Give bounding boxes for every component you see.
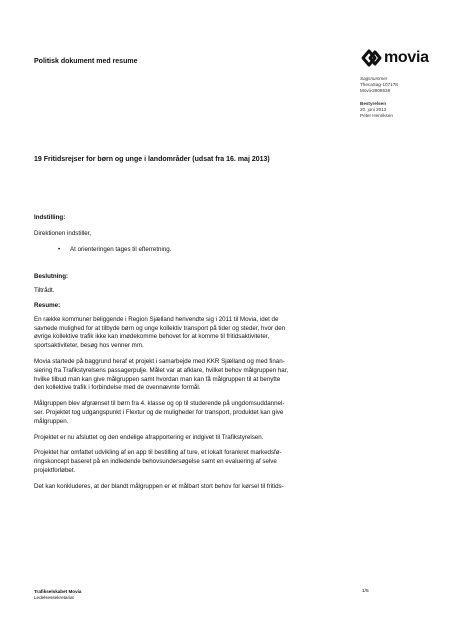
page-number: 1/5 [362, 589, 369, 594]
agenda-item-title: 19 Fritidsrejser for børn og unge i landområder (udsat fra 16. maj 2013) [34, 156, 270, 163]
beslutning-heading: Beslutning: [34, 273, 69, 281]
bullet-icon: • [58, 245, 61, 253]
resume-paragraph-2: Movia startede på baggrund heraf et projekt i samarbejde med KKR Sjælland og med finan- siering fra Trafikstyrelsens passagerpulje. Målet var at afklare, hvilket behov målgruppen har, hvilke tilbud man kan give målgruppen samt hvordan man kan få målgruppen til at benytte den kollektive trafik i forbindelse med de ovennævnte formål. [34, 357, 289, 392]
logo-text: movia [384, 49, 429, 66]
resume-paragraph-5: Projektet har omfattet udvikling af en app til bestilling af ture, et lokalt forankret markedsfø- ringskoncept baseret på en indledende behovsundersøgelse samt en evaluering af selve projektforløbet. [34, 449, 282, 474]
document-type: Politisk dokument med resume [34, 58, 138, 65]
resume-paragraph-3: Målgruppen blev afgrænset til børn fra 4. klasse og op til studerende på ungdomsuddannel- ser. Projektet tog udgangspunkt i Flextur og de muligheder for transport, produktet kan give målgruppen. [34, 400, 285, 425]
case-number-line: ThecaSag-107178 [360, 82, 398, 88]
resume-heading: Resume: [34, 301, 61, 309]
meeting-date: 20. juni 2013 [360, 106, 387, 112]
case-number-line: Movii-2808538 [360, 88, 391, 94]
beslutning-text: Tiltrådt. [34, 287, 55, 295]
case-metadata [360, 76, 398, 119]
movia-logo-icon [360, 48, 382, 68]
resume-paragraph-1: En række kommuner beliggende i Region Sjælland henvendte sig i 2011 til Movia, idet de savnede mulighed for at tilbyde børn og unge kollektiv transport på tider og steder, hvor den øvrige kollektive trafik ikke kan imødekomme behovet for at komme til fritidsaktiviteter, sportsaktiviteter, besøg hos venner mm. [34, 315, 286, 350]
document-body [34, 214, 364, 492]
resume-paragraph-4: Projektet er nu afsluttet og den endelige afrapportering er indgivet til Trafikstyrelsen. [34, 433, 264, 441]
indstilling-heading: Indstilling: [34, 214, 66, 221]
footer-organization [34, 589, 82, 601]
board-label: Bestyrelsen [360, 100, 387, 106]
resume-paragraph-6: Det kan konkluderes, at der blandt målgruppen er et målbart stort behov for kørsel til fritids- [34, 482, 284, 490]
recommendation-bullet [58, 246, 364, 255]
bullet-text: At orienteringen tages til efterretning. [70, 245, 172, 253]
footer-org-unit: Ledelsessekretariat [34, 595, 74, 601]
author-name: Peter Henriksen [360, 113, 393, 119]
footer-org-name: Trafikselskabet Movia [34, 589, 82, 594]
indstilling-intro: Direktionen indstiller, [34, 229, 92, 237]
case-number-label: Sagsnummer [360, 76, 388, 81]
movia-logo [360, 47, 440, 69]
